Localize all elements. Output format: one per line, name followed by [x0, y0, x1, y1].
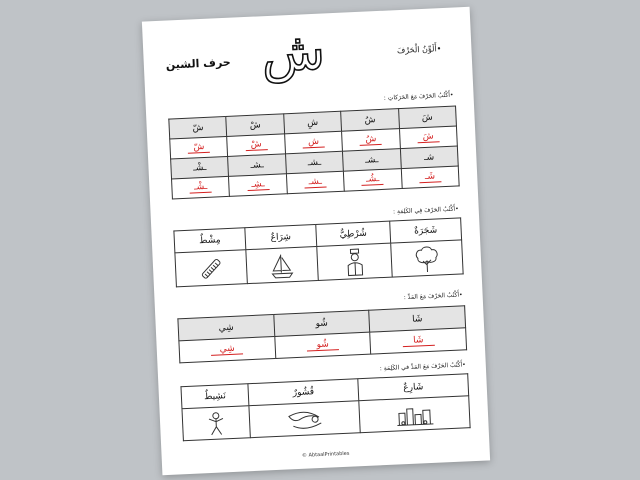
table-cell: شـ — [400, 146, 458, 169]
trace-cell[interactable]: ـشُـ — [344, 169, 402, 192]
table-cell: شْ — [226, 114, 284, 137]
table-cell: شّ — [169, 116, 227, 139]
table-cell: شُو — [273, 310, 370, 336]
trace-cell[interactable]: شَا — [370, 328, 467, 354]
trace-cell[interactable]: شْ — [227, 134, 285, 157]
peels-icon — [249, 401, 360, 438]
table-cell: شِي — [178, 315, 275, 341]
word-cell: شَجَرَةٌ — [390, 218, 462, 243]
table-cell: شُ — [341, 109, 399, 132]
trace-cell[interactable]: ـشْـ — [172, 176, 230, 199]
table-cell: شِ — [284, 111, 342, 134]
word-cell: شُرْطِيٌّ — [316, 221, 391, 246]
section4-label: •أَكْتُبُ الحَرْفَ مَعَ المَدِّ في الكَلِمَةِ : — [380, 361, 466, 372]
harakat-table — [168, 106, 459, 200]
table-cell: ـشـ — [343, 149, 401, 172]
color-instruction: •أَلَوِّنُ الْحَرْفَ — [397, 44, 442, 55]
madd-words-table — [180, 373, 470, 441]
trace-cell[interactable]: ـشِـ — [229, 174, 287, 197]
sailboat-icon — [246, 246, 318, 283]
table-cell: ـشْـ — [171, 156, 229, 179]
trace-cell[interactable]: ـشـ — [286, 171, 344, 194]
table-cell: شَ — [398, 106, 456, 129]
active-kid-icon — [182, 406, 250, 441]
section3-label: •أَكْتُبُ الحَرْفَ مَعَ المَدِّ : — [404, 291, 463, 301]
table-cell: ـشـ — [228, 154, 286, 177]
trace-cell[interactable]: شَـ — [401, 166, 459, 189]
word-cell: مِشْطٌ — [174, 228, 246, 253]
words-table — [173, 217, 463, 287]
trace-cell[interactable]: شِي — [179, 336, 276, 362]
trace-cell[interactable]: شُو — [274, 332, 371, 358]
footer-credit: © AbtaalPrintables — [301, 450, 350, 459]
table-cell: شَا — [369, 306, 466, 332]
section2-label: •أَكْتُبُ الحَرْفَ فِي الكَلِمَةِ : — [393, 205, 459, 215]
bullet-dot — [436, 44, 441, 53]
page-title: حرف الشين — [165, 55, 231, 72]
outline-letter: ش — [260, 21, 327, 85]
word-cell: قُشُورٌ — [248, 379, 359, 406]
section1-label: •أَكْتُبُ الحَرْفَ مَعَ الحَرَكاتِ : — [384, 92, 454, 102]
comb-icon — [175, 250, 247, 287]
street-icon — [359, 396, 470, 433]
madd-table — [177, 305, 467, 363]
word-cell: شِرَاعٌ — [245, 224, 317, 249]
tree-icon — [391, 240, 463, 277]
policeman-icon — [317, 243, 393, 280]
word-cell: شَارِعٌ — [358, 374, 469, 401]
trace-cell[interactable]: شّ — [170, 136, 228, 159]
trace-cell[interactable]: شُ — [342, 129, 400, 152]
trace-cell[interactable]: شَ — [399, 126, 457, 149]
trace-cell[interactable]: شِ — [284, 131, 342, 154]
table-cell: ـشـ — [285, 151, 343, 174]
worksheet-page — [142, 7, 490, 475]
word-cell: نَشِيطٌ — [181, 384, 249, 409]
